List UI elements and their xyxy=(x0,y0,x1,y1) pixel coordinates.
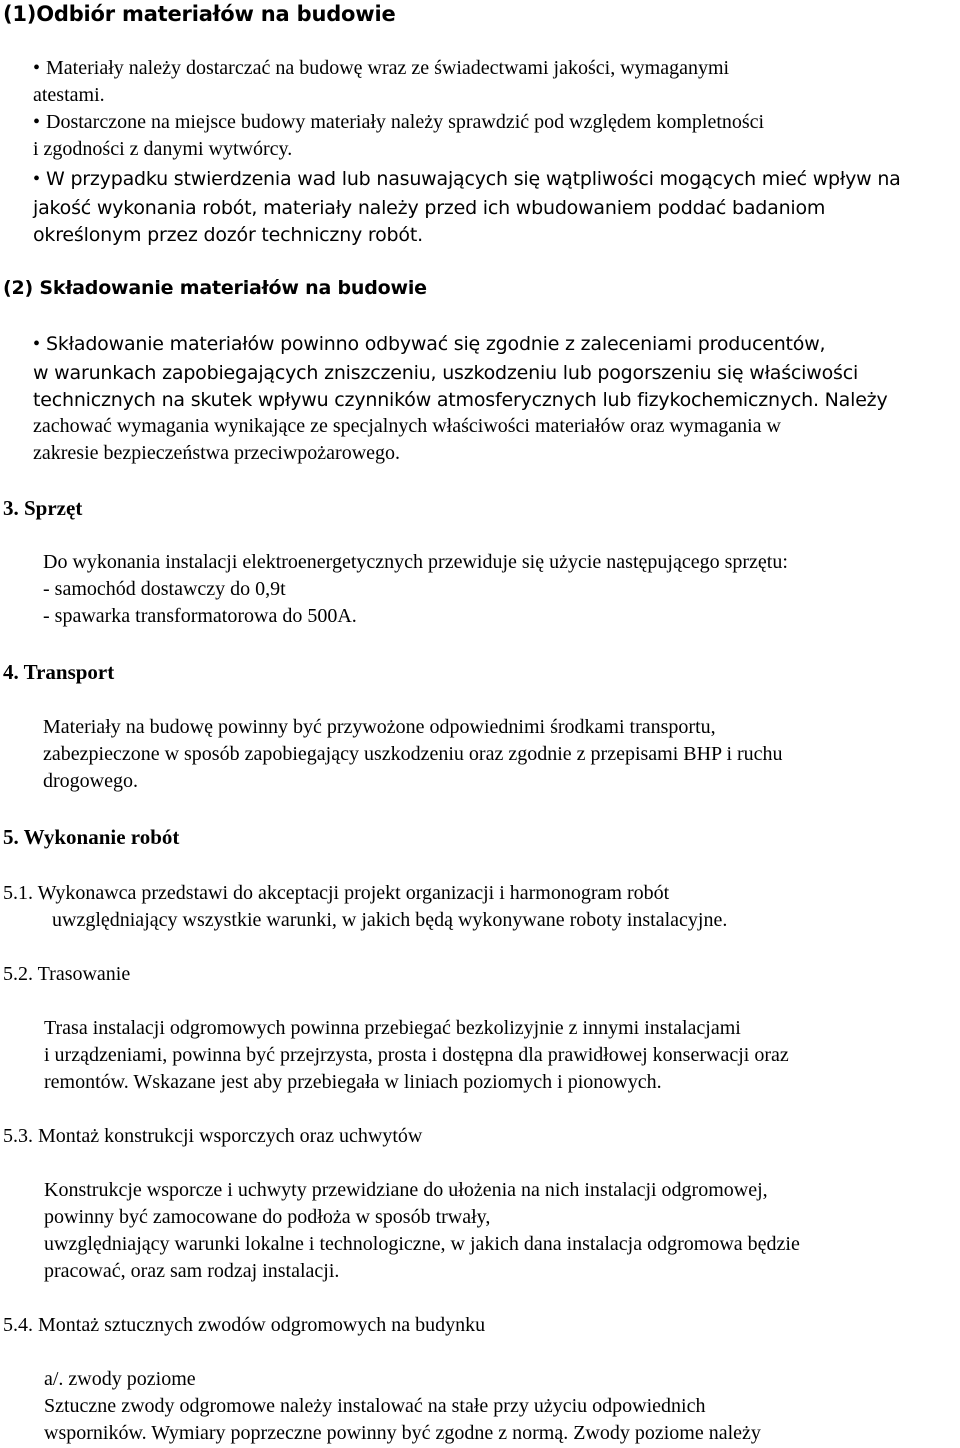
bullet-text-continuation: zachować wymagania wynikające ze specjalnych właściwości materiałów oraz wymagania w xyxy=(33,415,781,437)
bullet-icon: • xyxy=(33,168,41,190)
paragraph-line: zabezpieczone w sposób zapobiegający uszkodzeniu oraz zgodnie z przepisami BHP i ruchu xyxy=(43,743,783,765)
bullet-item xyxy=(33,168,901,191)
bullet-text-continuation: zakresie bezpieczeństwa przeciwpożarowego. xyxy=(33,442,401,464)
bullet-text-continuation: i zgodności z danymi wytwórcy. xyxy=(33,138,293,160)
paragraph-line: wsporników. Wymiary poprzeczne powinny być zgodne z normą. Zwody poziome należy xyxy=(44,1422,761,1444)
bullet-item xyxy=(33,333,825,356)
bullet-icon: • xyxy=(33,333,41,355)
paragraph-line: uwzględniający warunki lokalne i technologiczne, w jakich dana instalacja odgromowa będzie xyxy=(44,1233,800,1255)
paragraph-line: a/. zwody poziome xyxy=(44,1368,196,1390)
list-item: - samochód dostawczy do 0,9t xyxy=(43,578,286,600)
paragraph-line: drogowego. xyxy=(43,770,138,792)
subsection-5-2-heading: 5.2. Trasowanie xyxy=(3,963,131,985)
paragraph-line: powinny być zamocowane do podłoża w sposób trwały, xyxy=(44,1206,491,1228)
bullet-text-continuation: jakość wykonania robót, materiały należy przed ich wbudowaniem poddać badaniom xyxy=(33,197,826,219)
list-item: - spawarka transformatorowa do 500A. xyxy=(43,605,357,627)
paragraph-line: Do wykonania instalacji elektroenergetycznych przewiduje się użycie następującego sprzętu: xyxy=(43,551,788,573)
bullet-text: Materiały należy dostarczać na budowę wraz ze świadectwami jakości, wymaganymi xyxy=(46,57,730,79)
paragraph-line: Sztuczne zwody odgromowe należy instalować na stałe przy użyciu odpowiednich xyxy=(44,1395,706,1417)
subsection-5-3-heading: 5.3. Montaż konstrukcji wsporczych oraz uchwytów xyxy=(3,1125,423,1147)
paragraph-line: remontów. Wskazane jest aby przebiegała w liniach poziomych i pionowych. xyxy=(44,1071,662,1093)
paragraph-line: Trasa instalacji odgromowych powinna przebiegać bezkolizyjnie z innymi instalacjami xyxy=(44,1017,741,1039)
bullet-icon: • xyxy=(33,57,41,79)
bullet-icon: • xyxy=(33,111,41,133)
bullet-text-continuation: technicznych na skutek wpływu czynników atmosferycznych lub fizykochemicznych. Należy xyxy=(33,389,888,411)
section-2-heading: (2) Składowanie materiałów na budowie xyxy=(3,277,427,299)
section-3-heading: 3. Sprzęt xyxy=(3,496,83,520)
paragraph-line: pracować, oraz sam rodzaj instalacji. xyxy=(44,1260,340,1282)
subsection-5-1-line: uwzględniający wszystkie warunki, w jakich będą wykonywane roboty instalacyjne. xyxy=(52,909,728,931)
section-1-heading: (1)Odbiór materiałów na budowie xyxy=(3,2,396,26)
paragraph-line: Materiały na budowę powinny być przywożone odpowiednimi środkami transportu, xyxy=(43,716,716,738)
subsection-5-4-heading: 5.4. Montaż sztucznych zwodów odgromowych na budynku xyxy=(3,1314,486,1336)
paragraph-line: i urządzeniami, powinna być przejrzysta, prosta i dostępna dla prawidłowej konserwacji oraz xyxy=(44,1044,789,1066)
section-4-heading: 4. Transport xyxy=(3,660,115,684)
paragraph-line: Konstrukcje wsporcze i uchwyty przewidziane do ułożenia na nich instalacji odgromowej, xyxy=(44,1179,768,1201)
bullet-text: W przypadku stwierdzenia wad lub nasuwających się wątpliwości mogących mieć wpływ na xyxy=(46,168,901,190)
bullet-text-continuation: określonym przez dozór techniczny robót. xyxy=(33,224,423,246)
bullet-text: Składowanie materiałów powinno odbywać się zgodnie z zaleceniami producentów, xyxy=(46,333,826,355)
section-5-heading: 5. Wykonanie robót xyxy=(3,825,180,849)
bullet-text-continuation: atestami. xyxy=(33,84,105,106)
bullet-text-continuation: w warunkach zapobiegających zniszczeniu, uszkodzeniu lub pogorszeniu się właściwości xyxy=(33,362,859,384)
bullet-item xyxy=(33,57,729,80)
bullet-text: Dostarczone na miejsce budowy materiały należy sprawdzić pod względem kompletności xyxy=(46,111,765,133)
subsection-5-1-line: 5.1. Wykonawca przedstawi do akceptacji projekt organizacji i harmonogram robót xyxy=(3,882,670,904)
bullet-item xyxy=(33,111,764,134)
